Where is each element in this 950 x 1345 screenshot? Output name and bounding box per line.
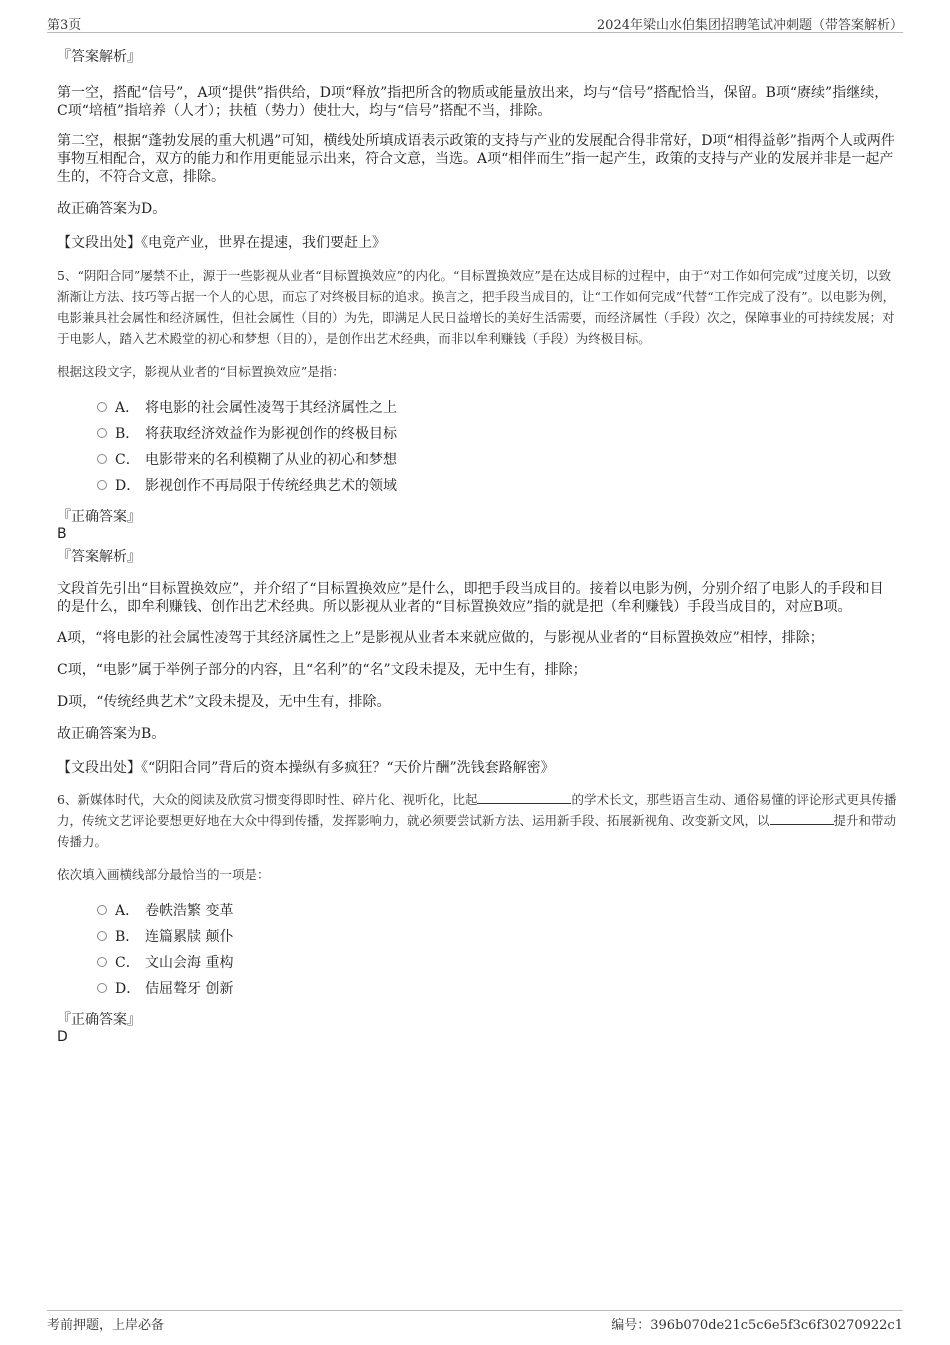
q5-option-c[interactable] (57, 446, 897, 472)
page-content (57, 44, 897, 1046)
option-text: 电影带来的名利模糊了从业的初心和梦想 (145, 452, 397, 468)
option-text: 文山会海 重构 (145, 955, 234, 971)
q5-analysis-para2: A项，“将电影的社会属性凌驾于其经济属性之上”是影视从业者本来就应做的，与影视从业者的“目标置换效应”相悖，排除； (57, 630, 824, 646)
q6-stem-part3: 提升和带动传播力。 (57, 813, 897, 849)
q5-analysis-para3: C项，“电影”属于举例子部分的内容，且“名利”的“名”文段未提及，无中生有，排除； (57, 662, 587, 678)
radio-icon[interactable] (97, 454, 107, 464)
q4-analysis-label: 『答案解析』 (57, 49, 141, 65)
q4-analysis-para2: 第二空，根据“蓬勃发展的重大机遇”可知，横线处所填成语表示政策的支持与产业的发展配合得非常好，D项“相得益彰”指两个人或两件事物互相配合，双方的能力和作用更能显示出来，符合文意，当选。A项“相伴而生”指一起产生，政策的支持与产业的发展并非是一起产生的，不符合文意，排除。 (57, 133, 895, 185)
q5-analysis-para4: D项，“传统经典艺术”文段未提及，无中生有，排除。 (57, 694, 391, 710)
radio-icon[interactable] (97, 402, 107, 412)
footer-slogan: 考前押题，上岸必备 (47, 1318, 165, 1333)
option-letter: D． (115, 478, 141, 494)
option-letter: A． (115, 903, 140, 919)
option-letter: B． (115, 929, 140, 945)
option-text: 影视创作不再局限于传统经典艺术的领域 (145, 478, 397, 494)
radio-icon[interactable] (97, 480, 107, 490)
q6-stem (57, 789, 897, 852)
option-text: 卷帙浩繁 变革 (145, 903, 234, 919)
q6-option-a[interactable] (57, 897, 897, 923)
q5-answer: B (57, 526, 67, 542)
q5-option-d[interactable] (57, 472, 897, 498)
q5-option-b[interactable] (57, 420, 897, 446)
option-text: 佶屈聱牙 创新 (145, 981, 234, 997)
blank-line-1 (477, 791, 571, 804)
q6-option-b[interactable] (57, 923, 897, 949)
q5-question: 根据这段文字，影视从业者的“目标置换效应”是指： (57, 364, 345, 379)
option-text: 将电影的社会属性凌驾于其经济属性之上 (145, 400, 397, 416)
footer-serial: 编号：396b070de21c5c6e5f3c6f30270922c1 (611, 1318, 903, 1333)
radio-icon[interactable] (97, 428, 107, 438)
q6-option-c[interactable] (57, 949, 897, 975)
q4-source: 【文段出处】《电竞产业，世界在提速，我们要赶上》 (57, 235, 386, 251)
option-letter: A． (115, 400, 140, 416)
option-letter: C． (115, 452, 140, 468)
q5-source: 【文段出处】《“阴阳合同”背后的资本操纵有多疯狂？“天价片酬”洗钱套路解密》 (57, 760, 555, 776)
option-letter: B． (115, 426, 140, 442)
option-text: 连篇累牍 颠仆 (145, 929, 234, 945)
q5-option-a[interactable] (57, 394, 897, 420)
q6-stem-part1: 6、新媒体时代，大众的阅读及欣赏习惯变得即时性、碎片化、视听化，比起 (57, 792, 478, 807)
page-footer (47, 1310, 903, 1333)
q4-conclusion: 故正确答案为D。 (57, 201, 167, 217)
q6-option-d[interactable] (57, 975, 897, 1001)
q5-analysis-para1: 文段首先引出“目标置换效应”，并介绍了“目标置换效应”是什么，即把手段当成目的。接着以电影为例，分别介绍了电影人的手段和目的是什么，即牟利赚钱、创作出艺术经典。所以影视从业者的“目标置换效应”指的就是把（牟利赚钱）手段当成目的，对应B项。 (57, 581, 884, 615)
radio-icon[interactable] (97, 931, 107, 941)
radio-icon[interactable] (97, 957, 107, 967)
q5-analysis-label: 『答案解析』 (57, 549, 141, 565)
q5-options (57, 394, 897, 498)
q5-answer-label: 『正确答案』 (57, 509, 141, 525)
q5-conclusion: 故正确答案为B。 (57, 726, 166, 742)
q6-options (57, 897, 897, 1001)
q5-stem: 5、“阴阳合同”屡禁不止，源于一些影视从业者“目标置换效应”的内化。“目标置换效应”是在达成目标的过程中，由于“对工作如何完成”过度关切，以致渐渐让方法、技巧等占据一个人的心思，而忘了对终极目标的追求。换言之，把手段当成目的，让“工作如何完成”代替“工作完成了没有”。以电影为例，电影兼具社会属性和经济属性，但社会属性（目的）为先，即满足人民日益增长的美好生活需要，而经济属性（手段）次之，保障事业的可持续发展；对于电影人，踏入艺术殿堂的初心和梦想（目的），是创作出艺术经典，而非以牟利赚钱（手段）为终极目标。 (57, 268, 896, 346)
option-letter: C． (115, 955, 140, 971)
document-title: 2024年梁山水伯集团招聘笔试冲刺题（带答案解析） (596, 18, 903, 33)
q6-stem-part2: 的学术长文，那些语言生动、通俗易懂的评论形式更具传播力，传统文艺评论要想更好地在大众中得到传播，发挥影响力，就必须要尝试新方法、运用新手段、拓展新视角、改变新文风，以 (57, 792, 897, 828)
option-text: 将获取经济效益作为影视创作的终极目标 (145, 426, 397, 442)
q6-answer-label: 『正确答案』 (57, 1012, 141, 1028)
page-number: 第3页 (47, 18, 82, 33)
radio-icon[interactable] (97, 983, 107, 993)
radio-icon[interactable] (97, 905, 107, 915)
q4-analysis-para1: 第一空，搭配“信号”，A项“提供”指供给，D项“释放”指把所含的物质或能量放出来，均与“信号”搭配恰当，保留。B项“赓续”指继续，C项“培植”指培养（人才）；扶植（势力）使壮大，均与“信号”搭配不当，排除。 (57, 85, 889, 119)
option-letter: D． (115, 981, 141, 997)
q6-answer: D (57, 1029, 68, 1045)
q6-question: 依次填入画横线部分最恰当的一项是： (57, 867, 270, 882)
page-header (47, 12, 903, 33)
blank-line-2 (770, 812, 834, 825)
